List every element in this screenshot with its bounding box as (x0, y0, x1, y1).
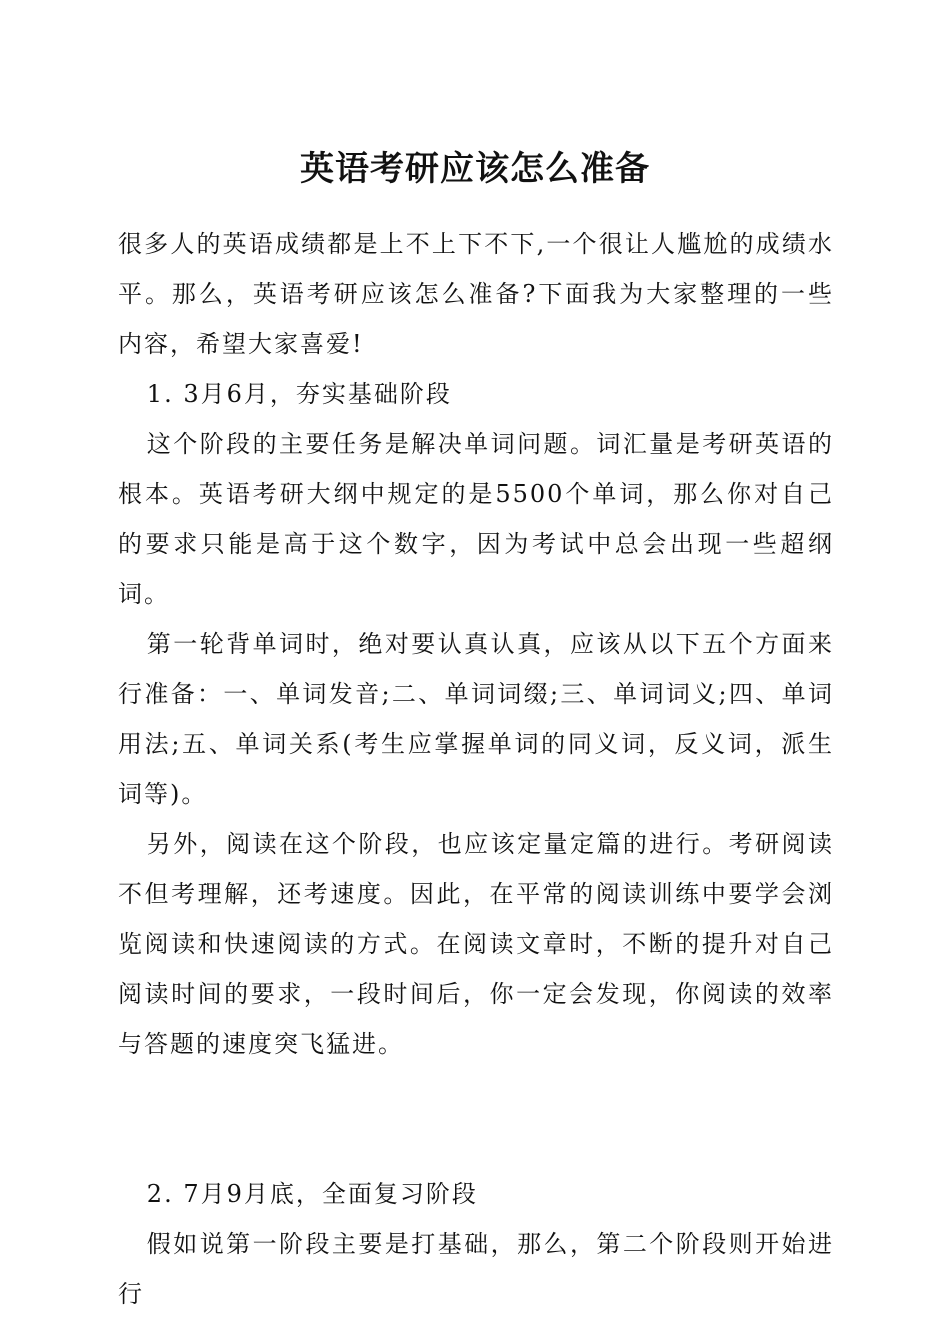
page-title: 英语考研应该怎么准备 (300, 149, 650, 189)
section-2-paragraph-1: 假如说第一阶段主要是打基础，那么，第二个阶段则开始进行 (118, 1230, 834, 1308)
section-1-paragraph-2: 第一轮背单词时，绝对要认真认真，应该从以下五个方面来行准备：一、单词发音;二、单词词缀;三、单词词义;四、单词用法;五、单词关系(考生应掌握单词的同义词，反义词，派生词等)。 (118, 630, 834, 808)
document-body (118, 219, 834, 1319)
section-2-heading: 2. 7月9月底，全面复习阶段 (146, 1180, 478, 1208)
section-1-heading: 1. 3月6月，夯实基础阶段 (146, 380, 452, 408)
section-spacer (118, 1069, 834, 1169)
section-1-paragraph-1: 这个阶段的主要任务是解决单词问题。词汇量是考研英语的根本。英语考研大纲中规定的是5500个单词，那么你对自己的要求只能是高于这个数字，因为考试中总会出现一些超纲词。 (118, 430, 834, 608)
section-1-paragraph-3: 另外，阅读在这个阶段，也应该定量定篇的进行。考研阅读不但考理解，还考速度。因此，在平常的阅读训练中要学会浏览阅读和快速阅读的方式。在阅读文章时，不断的提升对自己阅读时间的要求，一段时间后，你一定会发现，你阅读的效率与答题的速度突飞猛进。 (118, 830, 834, 1058)
intro-paragraph: 很多人的英语成绩都是上不上下不下,一个很让人尴尬的成绩水平。那么，英语考研应该怎么准备?下面我为大家整理的一些内容，希望大家喜爱! (118, 230, 834, 358)
